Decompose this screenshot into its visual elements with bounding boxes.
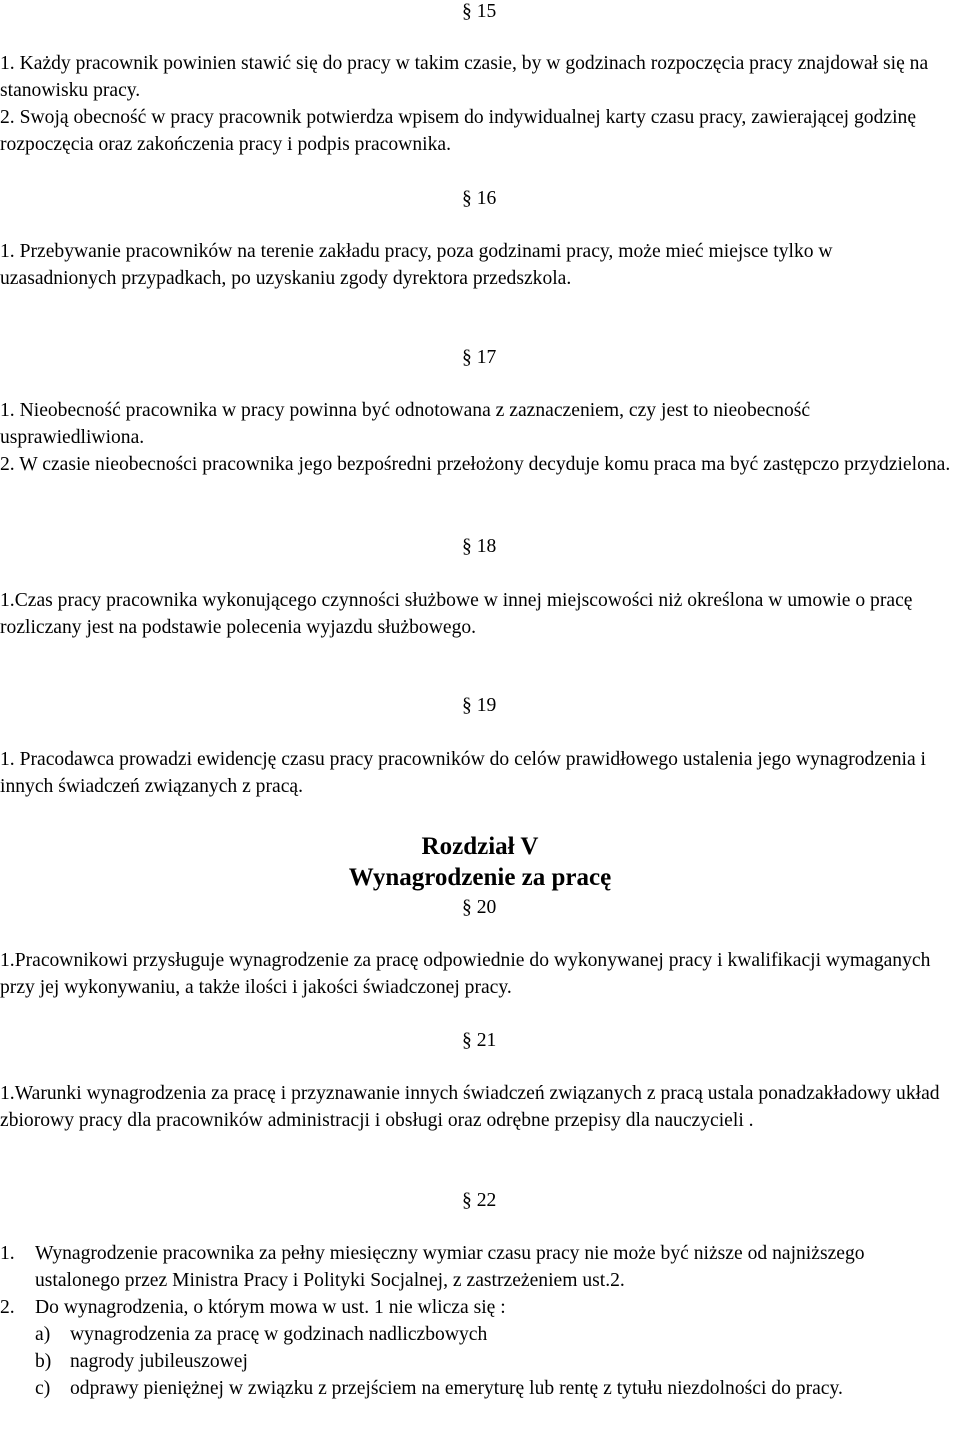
sub-list-item-text: nagrody jubileuszowej [70, 1351, 248, 1372]
sub-list-item-text: wynagrodzenia za pracę w godzinach nadliczbowych [70, 1324, 488, 1345]
sub-list-item [0, 1375, 952, 1402]
section-number-19: § 19 [462, 695, 497, 716]
chapter-subtitle: Wynagrodzenie za pracę [348, 864, 612, 891]
section-17-paragraph-1: 1. Nieobecność pracownika w pracy powinna być odnotowana z zaznaczeniem, czy jest to nieobecność usprawiedliwiona. [0, 400, 811, 448]
sub-list-item-marker: c) [35, 1378, 51, 1399]
section-20-paragraph-1: 1.Pracownikowi przysługuje wynagrodzenie za pracę odpowiednie do wykonywanej pracy i kwalifikacji wymaganych przy jej wykonywaniu, a także ilości i jakości świadczonej pracy. [0, 950, 931, 998]
sub-list-item [0, 1348, 952, 1375]
sub-list-item [0, 1321, 952, 1348]
chapter-title: Rozdział V [421, 833, 539, 860]
list-item-text: Do wynagrodzenia, o którym mowa w ust. 1 nie wlicza się : [35, 1297, 506, 1318]
section-17-paragraph-2: 2. W czasie nieobecności pracownika jego bezpośredni przełożony decyduje komu praca ma być zastępczo przydzielona. [0, 454, 951, 475]
section-number-16: § 16 [462, 188, 497, 209]
section-21-paragraph-1: 1.Warunki wynagrodzenia za pracę i przyznawanie innych świadczeń związanych z pracą ustala ponadzakładowy układ zbiorowy pracy dla pracowników administracji i obsługi oraz odrębne przepisy dla nauczycieli . [0, 1083, 940, 1131]
section-number-20: § 20 [462, 897, 497, 918]
section-number-17: § 17 [462, 347, 497, 368]
section-18-paragraph-1: 1.Czas pracy pracownika wykonującego czynności służbowe w innej miejscowości niż określona w umowie o pracę rozliczany jest na podstawie polecenia wyjazdu służbowego. [0, 590, 913, 638]
list-item-marker: 2. [0, 1297, 15, 1318]
section-number-18: § 18 [462, 536, 497, 557]
section-number-22: § 22 [462, 1190, 497, 1211]
section-number-21: § 21 [462, 1030, 497, 1051]
list-item-marker: 1. [0, 1243, 15, 1264]
list-item-text: Wynagrodzenie pracownika za pełny miesięczny wymiar czasu pracy nie może być niższe od najniższego ustalonego przez Ministra Pracy i Polityki Socjalnej, z zastrzeżeniem ust.2. [35, 1243, 865, 1291]
list-item [0, 1294, 952, 1321]
sub-list-item-text: odprawy pieniężnej w związku z przejściem na emeryturę lub rentę z tytułu niezdolności do pracy. [70, 1378, 843, 1399]
list-item [0, 1240, 952, 1294]
sub-list-item-marker: a) [35, 1324, 51, 1345]
section-15-paragraph-1: 1. Każdy pracownik powinien stawić się do pracy w takim czasie, by w godzinach rozpoczęcia pracy znajdował się na stanowisku pracy. [0, 53, 929, 101]
section-19-paragraph-1: 1. Pracodawca prowadzi ewidencję czasu pracy pracowników do celów prawidłowego ustalenia jego wynagrodzenia i innych świadczeń związanych z pracą. [0, 749, 926, 797]
sub-list-item-marker: b) [35, 1351, 52, 1372]
section-15-paragraph-2: 2. Swoją obecność w pracy pracownik potwierdza wpisem do indywidualnej karty czasu pracy, zawierającej godzinę rozpoczęcia oraz zakończenia pracy i podpis pracownika. [0, 107, 917, 155]
section-number-15: § 15 [462, 1, 497, 22]
section-16-paragraph-1: 1. Przebywanie pracowników na terenie zakładu pracy, poza godzinami pracy, może mieć miejsce tylko w uzasadnionych przypadkach, po uzyskaniu zgody dyrektora przedszkola. [0, 241, 833, 289]
